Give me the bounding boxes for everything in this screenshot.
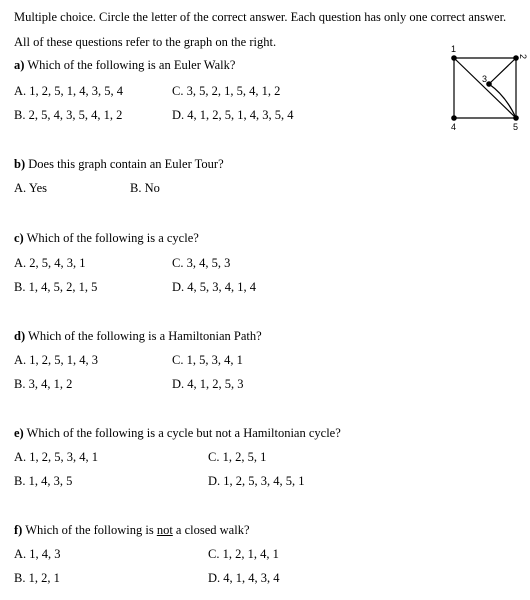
graph-figure xyxy=(444,40,530,136)
vertex-label-4: 4 xyxy=(451,122,457,132)
option-a-C[interactable]: C. 3, 5, 2, 1, 5, 4, 1, 2 xyxy=(172,84,281,98)
option-d-A[interactable]: A. 1, 2, 5, 1, 4, 3 xyxy=(14,353,99,367)
option-e-A[interactable]: A. 1, 2, 5, 3, 4, 1 xyxy=(14,450,99,464)
graph-reference-note: All of these questions refer to the graph on the right. xyxy=(14,35,277,49)
question-a-label: a) xyxy=(14,58,25,72)
question-a xyxy=(14,58,235,73)
question-d xyxy=(14,329,262,344)
option-f-C[interactable]: C. 1, 2, 1, 4, 1 xyxy=(208,547,279,561)
option-e-B[interactable]: B. 1, 4, 3, 5 xyxy=(14,474,73,488)
option-a-B[interactable]: B. 2, 5, 4, 3, 5, 4, 1, 2 xyxy=(14,108,123,122)
option-a-D[interactable]: D. 4, 1, 2, 5, 1, 4, 3, 5, 4 xyxy=(172,108,294,122)
question-c-label: c) xyxy=(14,231,24,245)
question-f-label: f) xyxy=(14,523,23,537)
option-f-B[interactable]: B. 1, 2, 1 xyxy=(14,571,60,585)
option-d-B[interactable]: B. 3, 4, 1, 2 xyxy=(14,377,73,391)
question-f-prompt-start: Which of the following is xyxy=(25,523,157,537)
option-d-C[interactable]: C. 1, 5, 3, 4, 1 xyxy=(172,353,243,367)
question-b-prompt: Does this graph contain an Euler Tour? xyxy=(28,157,224,171)
edge-2-3 xyxy=(489,58,516,84)
option-b-B[interactable]: B. No xyxy=(130,181,160,195)
question-d-label: d) xyxy=(14,329,26,343)
instructions: Multiple choice. Circle the letter of the correct answer. Each question has only one correct answer. xyxy=(14,10,507,24)
option-e-C[interactable]: C. 1, 2, 5, 1 xyxy=(208,450,267,464)
option-c-C[interactable]: C. 3, 4, 5, 3 xyxy=(172,256,231,270)
option-c-B[interactable]: B. 1, 4, 5, 2, 1, 5 xyxy=(14,280,98,294)
option-b-A[interactable]: A. Yes xyxy=(14,181,48,195)
question-d-prompt: Which of the following is a Hamiltonian Path? xyxy=(28,329,262,343)
vertex-label-5: 5 xyxy=(513,122,519,132)
edge-3-5 xyxy=(489,84,516,118)
vertex-4 xyxy=(451,115,457,121)
option-c-A[interactable]: A. 2, 5, 4, 3, 1 xyxy=(14,256,86,270)
vertex-label-3: 3 xyxy=(482,74,488,84)
question-f xyxy=(14,523,250,538)
vertex-1 xyxy=(451,55,457,61)
option-f-D[interactable]: D. 4, 1, 4, 3, 4 xyxy=(208,571,280,585)
question-b xyxy=(14,157,224,172)
option-a-A[interactable]: A. 1, 2, 5, 1, 4, 3, 5, 4 xyxy=(14,84,124,98)
question-e-prompt: Which of the following is a cycle but not a Hamiltonian cycle? xyxy=(26,426,341,440)
vertex-2 xyxy=(513,55,519,61)
vertex-5 xyxy=(513,115,519,121)
question-f-prompt-emphasis: not xyxy=(156,523,173,537)
question-e-label: e) xyxy=(14,426,24,440)
question-f-prompt-end: a closed walk? xyxy=(172,523,250,537)
option-f-A[interactable]: A. 1, 4, 3 xyxy=(14,547,61,561)
option-d-D[interactable]: D. 4, 1, 2, 5, 3 xyxy=(172,377,244,391)
vertex-label-1: 1 xyxy=(451,44,457,54)
vertex-label-2: 2 xyxy=(518,54,528,60)
question-c-prompt: Which of the following is a cycle? xyxy=(26,231,199,245)
option-c-D[interactable]: D. 4, 5, 3, 4, 1, 4 xyxy=(172,280,257,294)
question-a-prompt: Which of the following is an Euler Walk? xyxy=(27,58,236,72)
question-b-label: b) xyxy=(14,157,26,171)
vertex-3 xyxy=(486,81,492,87)
option-e-D[interactable]: D. 1, 2, 5, 3, 4, 5, 1 xyxy=(208,474,305,488)
question-c xyxy=(14,231,199,246)
question-e xyxy=(14,426,341,441)
